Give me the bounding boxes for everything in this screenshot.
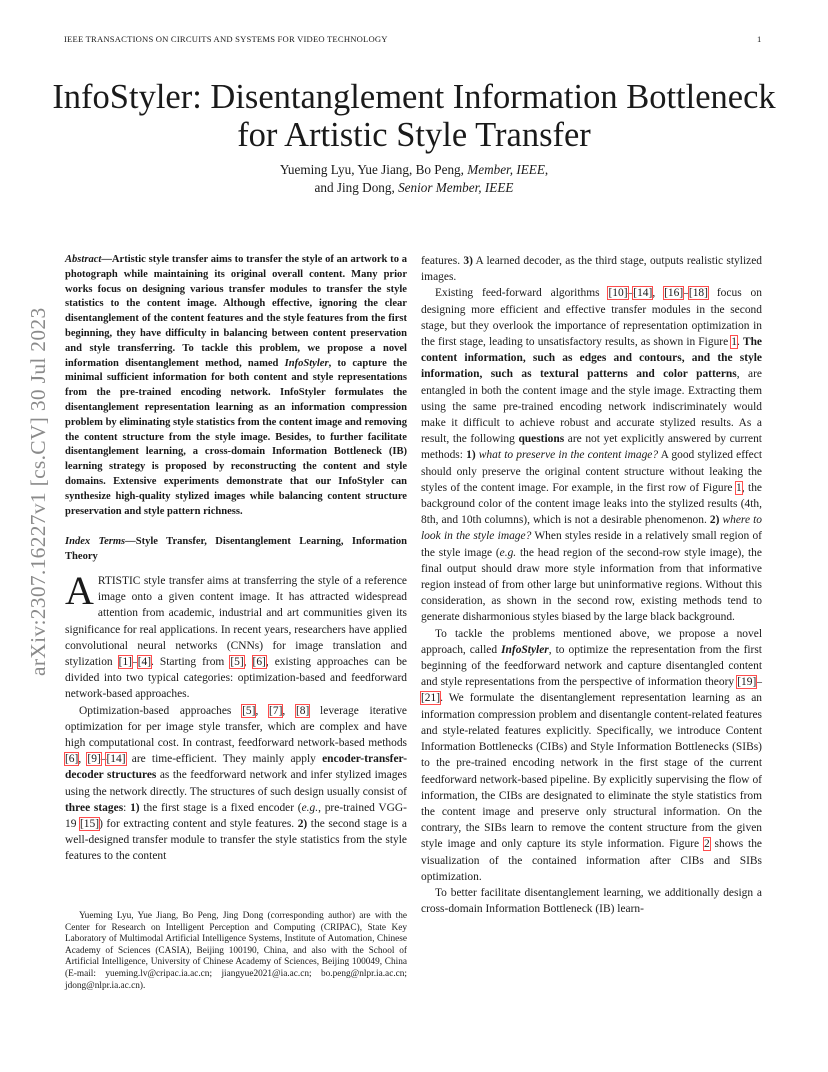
- author-list: [40, 161, 788, 197]
- authors-line-1: [40, 161, 788, 179]
- citation-link[interactable]: [18]: [688, 287, 708, 300]
- enum-marker: 2): [709, 514, 720, 527]
- intro-p2-c: are time-efficient. They mainly apply: [125, 753, 323, 766]
- dash: –: [131, 655, 138, 668]
- r2-a: Existing feed-forward algorithms: [435, 287, 609, 300]
- abstract-text-b: , to capture the minimal sufficient information for both content and style representations from the pre-trained encoding network. InfoStyler formulates the disentanglement representation learning as an information compression problem by eliminating style statistics from the content image and removing the content structure from the style image. Besides, to further facilitate disentanglement learning, a cross-domain Information Bottleneck (IB) learning strategy is proposed by reconstructing the content and style domains. Extensive experiments demonstrate that our InfoStyler can synthesize high-quality stylized images while balancing content structure preservation and style pattern richness.: [65, 357, 407, 517]
- index-terms-lead: Index Terms: [65, 536, 126, 548]
- paper-title: [40, 78, 788, 154]
- r3-c: . We formulate the disentanglement representation learning as an information compression problem and disentangle content-related features and style-related features explicitly. Specifically, we introduce Content Information Bottlenecks (CIBs) and Style Information Bottlenecks (SIBs) to the pre-trained encoding network in the first stage of the current feedforward network-based pipeline. By explicitly supervising the flow of information, the CIBs are designated to eliminate the style statistics from the content image and preserve only structural information. On the contrary, the SIBs learn to remove the content structure from the given style image and only capture its style information. Figure: [421, 692, 762, 851]
- r3-a: To tackle the problems mentioned above, we propose a novel approach, called: [421, 627, 762, 656]
- citation-link[interactable]: [8]: [295, 704, 310, 717]
- eg-abbrev: e.g.: [301, 801, 319, 814]
- abstract: [65, 253, 407, 519]
- arxiv-stamp-text: arXiv:2307.16227v1 [cs.CV] 30 Jul 2023: [26, 307, 50, 676]
- intro-p1-b: . Starting from: [151, 655, 231, 668]
- figure-ref-link[interactable]: 1: [735, 481, 742, 494]
- citation-link[interactable]: [6]: [65, 753, 79, 766]
- footnote-text: Yueming Lyu, Yue Jiang, Bo Peng, Jing Dong (corresponding author) are with the Center for Research on Intelligent Perception and Computing (CRIPAC), State Key Laboratory of Multimodal Artificial Intelligence Systems, Institute of Automation, Chinese Academy of Sciences (CASIA), Beijing 100190, China, and also with the School of Artificial Intelligence, University of Chinese Academy of Sciences, Beijing 100049, China (E-mail: yueming.lv@cripac.ia.ac.cn; jiangyue2021@ia.ac.cn; bo.peng@nlpr.ia.ac.cn; jdong@nlpr.ia.ac.cn).: [65, 911, 407, 991]
- r3-b: , to optimize the representation from the first beginning of the feedforward network and capture disentangled content and style representations from the perspective of information theory: [421, 643, 762, 689]
- right-paragraph-2: Existing feed-forward algorithms [10]–[14], [16]–[18] focus on designing more efficient and effective transfer modules in the second stage, but they overlook the importance of representation optimization in the first stage, leading to unsatisfactory results, as shown in Figure 1. The content information, such as edges and contours, and the style information, such as textural patterns and color patterns, are entangled in both the content image and the style image. Extracting them using the same pre-trained encoding network indiscriminately would make it difficult to achieve robust and accurate stylized results. As a result, the following questions are not yet explicitly answered by current methods: 1) what to preserve in the content image? A good stylized effect should only preserve the original content structure without leaking the styles of the content image. For example, in the first row of Figure 1, the background color of the content image leaks into the stylized results (4th, 8th, and 10th columns), which is not a desirable phenomenon. 2) where to look in the style image? When styles reside in a relatively small region of the style image (e.g. the head region of the second-row style image), the final output should draw more style information from that informative region instead of from other large but uninformative regions. Without this consideration, as shown in the second row, existing methods tend to generate disharmonious styles biased by the large black background.: [421, 287, 763, 624]
- citation-link[interactable]: [19]: [737, 676, 757, 689]
- intro-paragraph-2: Optimization-based approaches [5], [7], [8] leverage iterative optimization for per image style transfer, which are complex and have high computational cost. In contrast, feedforward network-based methods [6], [9]–[14] are time-efficient. They mainly apply encoder-transfer-decoder structures as the feedforward network and infer stylized images using the network directly. The structures of such design usually consist of three stages: 1) the first stage is a fixed encoder (e.g., pre-trained VGG-19 [15]) for extracting content and style features. 2) the second stage is a well-designed transfer module to transfer the style statistics from the style features to the content: [65, 704, 408, 863]
- intro-p2-e: :: [123, 801, 131, 814]
- page-number: 1: [757, 34, 762, 44]
- intro-p1-c: , existing approaches can be divided into two typical categories: optimization-based and feedforward network-based approaches.: [65, 655, 408, 701]
- citation-link[interactable]: [9]: [87, 753, 101, 766]
- title-line-2: for Artistic Style Transfer: [237, 116, 591, 154]
- citation-link[interactable]: [4]: [137, 655, 152, 668]
- arxiv-stamp: [26, 296, 50, 676]
- method-name: InfoStyler: [501, 643, 549, 656]
- author-names-1: Yueming Lyu, Yue Jiang, Bo Peng,: [279, 162, 468, 177]
- r2-i: the head region of the second-row style image), the final output should draw more style information from that informative region instead of from other large but uninformative regions. Without this consideration, as shown in the second row, existing methods tend to generate disharmonious styles biased by the large black background.: [421, 546, 762, 624]
- right-paragraph-1: [421, 253, 762, 285]
- figure-ref-link[interactable]: 2: [703, 838, 710, 851]
- r2-g: , the background color of the content image leaks into the stylized results (4th, 8th, and 10th columns), which is not a desirable phenomenon.: [421, 481, 762, 527]
- intro-p2-f: the first stage is a fixed encoder (: [139, 801, 302, 814]
- citation-link[interactable]: [10]: [608, 287, 628, 300]
- index-terms: [65, 535, 407, 565]
- bold-phrase: questions: [518, 433, 565, 446]
- intro-p2-a: Optimization-based approaches: [79, 704, 243, 717]
- citation-link[interactable]: [7]: [269, 704, 283, 717]
- intro-p2-d: as the feedforward network and infer stylized images using the network directly. The structures of such design usually consist of: [65, 769, 408, 798]
- citation-link[interactable]: [16]: [664, 287, 684, 300]
- intro-p2-b: leverage iterative optimization for per image style transfer, which are complex and have high computational cost. In contrast, feedforward network-based methods: [65, 704, 407, 749]
- bold-phrase: three stages: [65, 801, 124, 814]
- figure-ref-link[interactable]: 1: [731, 336, 737, 349]
- question-1: what to preserve in the content image?: [475, 449, 659, 462]
- enum-marker: 3): [463, 255, 473, 267]
- right-paragraph-4: [421, 885, 762, 917]
- r2-e: are not yet explicitly answered by current methods:: [421, 433, 762, 462]
- index-terms-text: —Style Transfer, Disentanglement Learning, Information Theory: [65, 536, 407, 563]
- right-paragraph-3: To tackle the problems mentioned above, we propose a novel approach, called InfoStyler, to optimize the representation from the first beginning of the feedforward network and capture disentangled content and style representations from the perspective of information theory [19]–[21]. We formulate the disentanglement representation learning as an information compression problem and disentangle content-related features and style-related features explicitly. Specifically, we introduce Content Information Bottlenecks (CIBs) and Style Information Bottlenecks (SIBs) to the pre-trained encoding network in the first stage of the current feedforward network-based pipeline. By explicitly supervising the flow of information, the CIBs are designated to eliminate the style statistics from the content image and preserve only structural information. On the contrary, the SIBs learn to remove the content structure from the given style image and only capture its style information. Figure 2 shows the visualization of the contained information after CIBs and SIBs optimization.: [421, 627, 762, 883]
- r1-a: features.: [421, 255, 464, 267]
- intro-p1-a: RTISTIC style transfer aims at transferring the style of a reference image onto a given content image. It has attracted widespread attention from academic, industrial and art communities given its significance for real applications. In recent years, researchers have applied convolutional neural networks (CNNs) for image translation and stylization: [65, 574, 407, 668]
- enum-marker: 1): [466, 449, 476, 462]
- r3-d: shows the visualization of the contained information after CIBs and SIBs optimization.: [421, 838, 762, 883]
- question-2: where to look in the style image?: [421, 514, 762, 543]
- r2-c: .: [736, 336, 743, 349]
- author-punct: ,: [544, 162, 549, 177]
- citation-link[interactable]: [5]: [242, 704, 256, 717]
- enum-marker: 2): [297, 817, 308, 830]
- citation-link[interactable]: [15]: [80, 817, 100, 830]
- drop-cap: A: [65, 567, 94, 613]
- author-role-1: Member, IEEE: [467, 162, 545, 177]
- r2-d: , are entangled in both the content image and the style image. Extracting them using the same pre-trained encoding network indiscriminately would make it difficult to achieve robust and accurate stylized results. As a result, the following: [421, 368, 762, 446]
- citation-link[interactable]: [14]: [106, 753, 126, 766]
- abstract-method-name: InfoStyler: [284, 357, 329, 369]
- citation-link[interactable]: [6]: [252, 655, 266, 668]
- intro-paragraph-1: [65, 567, 408, 703]
- intro-p2-i: the second stage is a well-designed transfer module to transfer the style statistics from the style features to the content: [65, 817, 407, 863]
- bold-phrase: The content information, such as edges and contours, and the style information, such as textural patterns and color patterns: [421, 336, 763, 381]
- abstract-lead: Abstract: [65, 254, 102, 265]
- eg-abbrev: e.g.: [499, 546, 517, 559]
- citation-link[interactable]: [5]: [230, 655, 244, 668]
- intro-p2-g: , pre-trained VGG-19: [65, 801, 407, 830]
- right-column: [421, 253, 762, 917]
- authors-line-2: [40, 179, 788, 197]
- r2-f: A good stylized effect should only preserve the original content structure without leaking the styles of the content image. For example, in the first row of Figure: [421, 449, 762, 494]
- abstract-text-a: —Artistic style transfer aims to transfer the style of an artwork to a photograph while maintaining its original overall content. Many prior works focus on designing various transfer modules to transfer the style statistics to the content image. Although effective, ignoring the clear disentanglement of the content features and the style features from the first beginning, they have difficulty in balancing between content preservation and style transferring. To tackle this problem, we propose a novel information disentanglement method, named: [65, 254, 407, 369]
- author-footnote: [65, 911, 407, 992]
- comma: ,: [243, 655, 253, 668]
- enum-marker: 1): [130, 801, 140, 814]
- r4: To better facilitate disentanglement learning, we additionally design a cross-domain Information Bottleneck (IB) learn-: [421, 886, 762, 916]
- r1-b: A learned decoder, as the third stage, outputs realistic stylized images.: [421, 255, 762, 284]
- citation-link[interactable]: [21]: [421, 692, 441, 705]
- author-role-2: Senior Member, IEEE: [398, 180, 514, 195]
- author-names-2: and Jing Dong,: [314, 180, 399, 195]
- running-head: IEEE TRANSACTIONS ON CIRCUITS AND SYSTEMS FOR VIDEO TECHNOLOGY: [64, 34, 388, 44]
- citation-link[interactable]: [14]: [633, 287, 653, 300]
- r2-h: When styles reside in a relatively small region of the style image (: [421, 530, 762, 559]
- left-column: [65, 253, 407, 865]
- intro-p2-h: ) for extracting content and style features.: [99, 817, 298, 830]
- bold-phrase: encoder-transfer-decoder structures: [65, 753, 408, 782]
- r2-b: focus on designing more efficient and effective transfer modules in the second stage, but they overlook the importance of representation optimization in the first stage, leading to unsatisfactory results, as shown in Figure: [421, 287, 762, 349]
- title-line-1: InfoStyler: Disentanglement Information Bottleneck: [52, 78, 776, 116]
- citation-link[interactable]: [1]: [118, 655, 132, 668]
